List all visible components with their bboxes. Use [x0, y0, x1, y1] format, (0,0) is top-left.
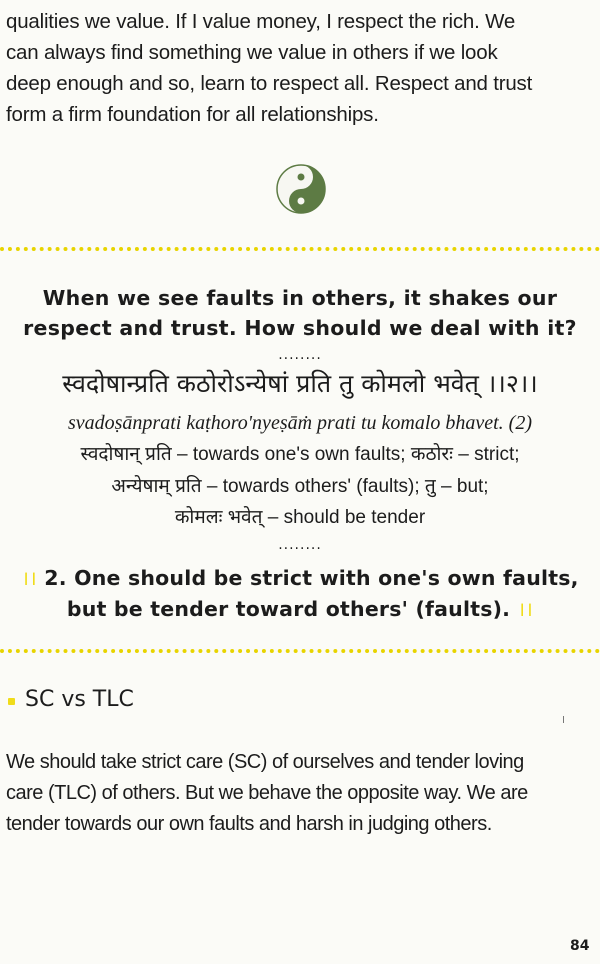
question-line: When we see faults in others, it shakes our [42, 286, 558, 310]
print-mark [563, 716, 564, 723]
body-line: tender towards our own faults and harsh in judging others. [6, 813, 492, 835]
sanskrit-verse: स्वदोषान्प्रति कठोरोऽन्येषां प्रति तु कोमलो भवेत् ।।२।। [62, 369, 538, 398]
word-gloss-line [0, 440, 600, 470]
verse-line [0, 594, 600, 625]
verse-marker-open: ।। [21, 566, 37, 590]
verse-text: but be tender toward others' (faults). [66, 597, 511, 621]
ellipsis-separator: ........ [278, 347, 322, 363]
gloss-term: स्वदोषान् प्रति [80, 444, 172, 465]
gloss-meaning: – towards one's own faults; [171, 444, 411, 465]
question-line: respect and trust. How should we deal with it? [23, 316, 577, 340]
intro-line: can always find something we value in others if we look [6, 41, 498, 64]
body-line: We should take strict care (SC) of ourselves and tender loving [6, 751, 524, 773]
question-heading [0, 283, 600, 343]
gloss-term: कोमलः भवेत् [174, 507, 263, 528]
page-number: 84 [570, 938, 590, 954]
intro-paragraph [6, 6, 596, 130]
gloss-term: कठोरः [410, 444, 454, 465]
yin-yang-icon [276, 164, 326, 214]
verse-text: 2. One should be strict with one's own faults, [44, 566, 579, 590]
body-line: care (TLC) of others. But we behave the opposite way. We are [6, 782, 528, 804]
gloss-term: अन्येषाम् प्रति [111, 476, 202, 497]
word-gloss-line [0, 472, 600, 502]
verse-line [0, 563, 600, 594]
transliteration: svadoṣānprati kaṭhoro'nyeṣāṁ prati tu komalo bhavet. (2) [67, 412, 533, 434]
word-gloss-line [0, 503, 600, 533]
intro-line: form a firm foundation for all relationships. [6, 103, 379, 126]
intro-line: qualities we value. If I value money, I respect the rich. We [6, 10, 516, 33]
bullet-icon [8, 698, 15, 705]
gloss-meaning: – strict; [453, 444, 520, 465]
gloss-meaning: – should be tender [262, 507, 426, 528]
gloss-meaning: – but; [435, 476, 489, 497]
verse-marker-close: ।। [517, 597, 534, 621]
gloss-term: तु [424, 476, 436, 497]
ellipsis-separator: ........ [278, 537, 322, 553]
dotted-divider [0, 649, 600, 653]
dotted-divider [0, 247, 600, 251]
verse-translation [0, 563, 600, 625]
body-paragraph [6, 747, 598, 840]
section-heading: SC vs TLC [25, 687, 134, 712]
gloss-meaning: – towards others' (faults); [201, 476, 425, 497]
intro-line: deep enough and so, learn to respect all. Respect and trust [6, 72, 533, 95]
